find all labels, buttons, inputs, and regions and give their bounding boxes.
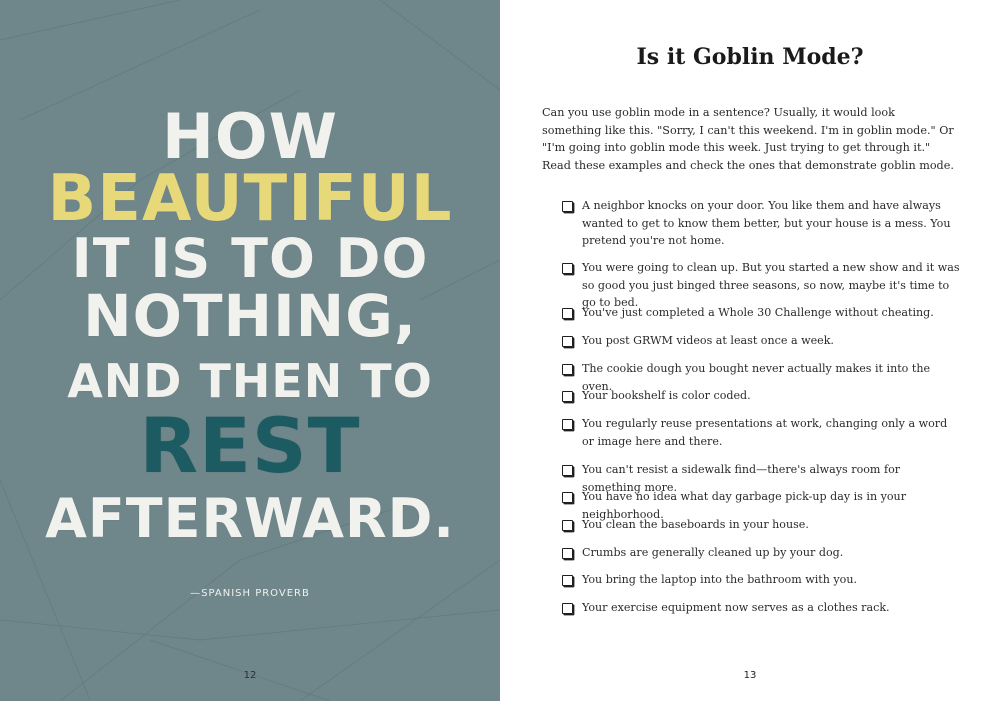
- checkbox[interactable]: [562, 520, 573, 531]
- quote-attribution: —SPANISH PROVERB: [190, 588, 310, 599]
- checkbox[interactable]: [562, 364, 573, 375]
- checkbox[interactable]: [562, 492, 573, 503]
- checklist-item-text: You post GRWM videos at least once a week.: [582, 334, 834, 347]
- right-page: [500, 0, 1000, 701]
- checkbox[interactable]: [562, 263, 573, 274]
- checkbox[interactable]: [562, 603, 573, 614]
- checkbox[interactable]: [562, 201, 573, 212]
- checklist-item-text: Your bookshelf is color coded.: [582, 389, 751, 402]
- checklist-item: [562, 304, 962, 322]
- checklist-item-text: Your exercise equipment now serves as a clothes rack.: [582, 601, 890, 614]
- checkbox[interactable]: [562, 336, 573, 347]
- checklist-item-text: A neighbor knocks on your door. You like them and have always wanted to get to know them better, but your house is a mess. You pretend you're not home.: [582, 199, 951, 248]
- quote-line-4: NOTHING,: [83, 282, 417, 350]
- quote-line-7: AFTERWARD.: [45, 487, 455, 550]
- checklist-item: [562, 415, 962, 450]
- checklist-item: [562, 599, 962, 617]
- checklist-item-text: You can't resist a sidewalk find—there's always room for something more.: [582, 463, 901, 494]
- checklist-item: [562, 332, 962, 350]
- checklist-item: [562, 516, 962, 534]
- checkbox[interactable]: [562, 548, 573, 559]
- checklist-item: [562, 571, 962, 589]
- checkbox[interactable]: [562, 465, 573, 476]
- checkbox[interactable]: [562, 419, 573, 430]
- checklist-item-text: You've just completed a Whole 30 Challenge without cheating.: [582, 306, 934, 319]
- checkbox[interactable]: [562, 308, 573, 319]
- quote-line-5: AND THEN TO: [67, 354, 433, 408]
- checklist-item: [562, 387, 962, 405]
- checklist-item-text: You have no idea what day garbage pick-up day is in your neighborhood.: [582, 490, 907, 521]
- checklist-item: [562, 544, 962, 562]
- quote-line-1: HOW: [162, 100, 338, 173]
- checklist-item-text: You clean the baseboards in your house.: [582, 518, 809, 531]
- checklist-item-text: You were going to clean up. But you started a new show and it was so good you just binged three seasons, so now, maybe it's time to go to bed.: [582, 261, 960, 310]
- checklist-item-text: You regularly reuse presentations at work, changing only a word or image here and there.: [582, 417, 948, 448]
- quote-line-3: IT IS TO DO: [71, 227, 429, 290]
- quote-line-6: REST: [139, 401, 361, 490]
- quote-line-2: BEAUTIFUL: [47, 162, 453, 236]
- intro-paragraph: Can you use goblin mode in a sentence? Usually, it would look something like this. "Sorry, I can't this weekend. I'm in goblin mode." Or "I'm going into goblin mode this week. Just trying to get through it." Read these examples and check the ones that demonstrate goblin mode.: [542, 106, 954, 172]
- checklist-item: [562, 197, 962, 250]
- checklist-item-text: You bring the laptop into the bathroom with you.: [582, 573, 858, 586]
- page-title: Is it Goblin Mode?: [636, 44, 864, 70]
- page-number-right: 13: [743, 670, 757, 681]
- checklist-item-text: The cookie dough you bought never actually makes it into the oven.: [582, 362, 931, 393]
- checklist-item-text: Crumbs are generally cleaned up by your dog.: [582, 546, 844, 559]
- checkbox[interactable]: [562, 391, 573, 402]
- checkbox[interactable]: [562, 575, 573, 586]
- page-number-left: 12: [243, 670, 257, 681]
